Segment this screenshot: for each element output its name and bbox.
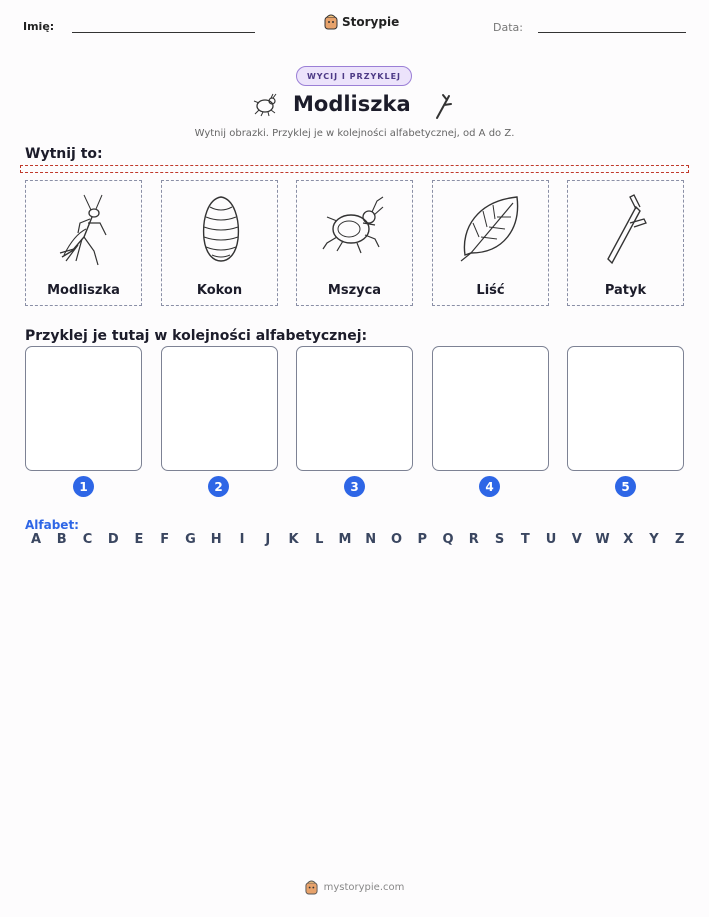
card-label-mantis: Modliszka <box>47 283 120 298</box>
slot-number-5: 5 <box>615 476 636 497</box>
activity-badge: WYCIJ I PRZYKLEJ <box>296 66 412 86</box>
mantis-icon <box>54 189 116 271</box>
alphabet-letter: S <box>494 532 505 547</box>
date-label: Data: <box>493 21 523 34</box>
alphabet-row <box>28 532 688 547</box>
card-label-stick: Patyk <box>604 283 647 298</box>
instructions: Wytnij obrazki. Przyklej je w kolejności alfabetycznej, od A do Z. <box>194 128 515 139</box>
alphabet-letter: N <box>365 532 377 547</box>
name-line[interactable] <box>72 32 255 33</box>
alphabet-letter: K <box>288 532 299 547</box>
alphabet-letter: P <box>417 532 428 547</box>
storypie-logo-icon <box>305 880 318 895</box>
card-label-leaf: Liść <box>476 283 505 298</box>
cut-card-cocoon[interactable] <box>161 180 278 306</box>
alphabet-letter: F <box>160 532 170 547</box>
paste-slot-1[interactable] <box>25 346 142 471</box>
card-label-cocoon: Kokon <box>196 283 243 298</box>
cut-card-mantis[interactable] <box>25 180 142 306</box>
alphabet-letter: L <box>315 532 324 547</box>
alphabet-letter: D <box>107 532 119 547</box>
paste-slot-2[interactable] <box>161 346 278 471</box>
aphid-deco-icon <box>251 93 279 117</box>
alphabet-letter: G <box>185 532 196 547</box>
aphid-icon <box>319 189 389 271</box>
alphabet-letter: H <box>210 532 222 547</box>
cut-line <box>20 165 689 173</box>
stick-icon <box>596 189 658 271</box>
alphabet-letter: I <box>239 532 245 547</box>
alphabet-letter: U <box>545 532 557 547</box>
alphabet-letter: C <box>82 532 93 547</box>
paste-slot-4[interactable] <box>432 346 549 471</box>
storypie-logo-icon <box>324 14 338 30</box>
stick-deco-icon <box>433 92 455 120</box>
footer <box>0 880 709 895</box>
brand-name: Storypie <box>342 15 400 29</box>
alphabet-letter: Z <box>675 532 685 547</box>
card-label-aphid: Mszyca <box>327 283 382 298</box>
alphabet-letter: Y <box>649 532 659 547</box>
brand-logo <box>324 14 399 30</box>
paste-slot-5[interactable] <box>567 346 684 471</box>
alphabet-letter: E <box>134 532 144 547</box>
alphabet-letter: O <box>390 532 403 547</box>
alphabet-letter: V <box>571 532 582 547</box>
cocoon-icon <box>190 189 252 271</box>
cut-card-leaf[interactable] <box>432 180 549 306</box>
slot-number-3: 3 <box>344 476 365 497</box>
alphabet-letter: Q <box>442 532 454 547</box>
alphabet-letter: B <box>56 532 67 547</box>
slot-number-1: 1 <box>73 476 94 497</box>
cut-card-stick[interactable] <box>567 180 684 306</box>
alphabet-letter: X <box>623 532 634 547</box>
alphabet-letter: J <box>265 532 271 547</box>
leaf-icon <box>457 189 527 271</box>
alphabet-letter: R <box>468 532 479 547</box>
alphabet-letter: T <box>520 532 530 547</box>
paste-slot-3[interactable] <box>296 346 413 471</box>
alphabet-letter: M <box>338 532 352 547</box>
slot-number-4: 4 <box>479 476 500 497</box>
cut-card-aphid[interactable] <box>296 180 413 306</box>
page-title: Modliszka <box>293 92 411 116</box>
slot-number-2: 2 <box>208 476 229 497</box>
alphabet-letter: W <box>595 532 610 547</box>
cut-section-title: Wytnij to: <box>25 146 103 162</box>
name-label: Imię: <box>23 20 55 33</box>
alphabet-letter: A <box>30 532 42 547</box>
alphabet-title: Alfabet: <box>25 518 79 532</box>
date-line[interactable] <box>538 32 686 33</box>
footer-url[interactable]: mystorypie.com <box>323 882 405 893</box>
paste-section-title: Przyklej je tutaj w kolejności alfabetycznej: <box>25 328 368 344</box>
